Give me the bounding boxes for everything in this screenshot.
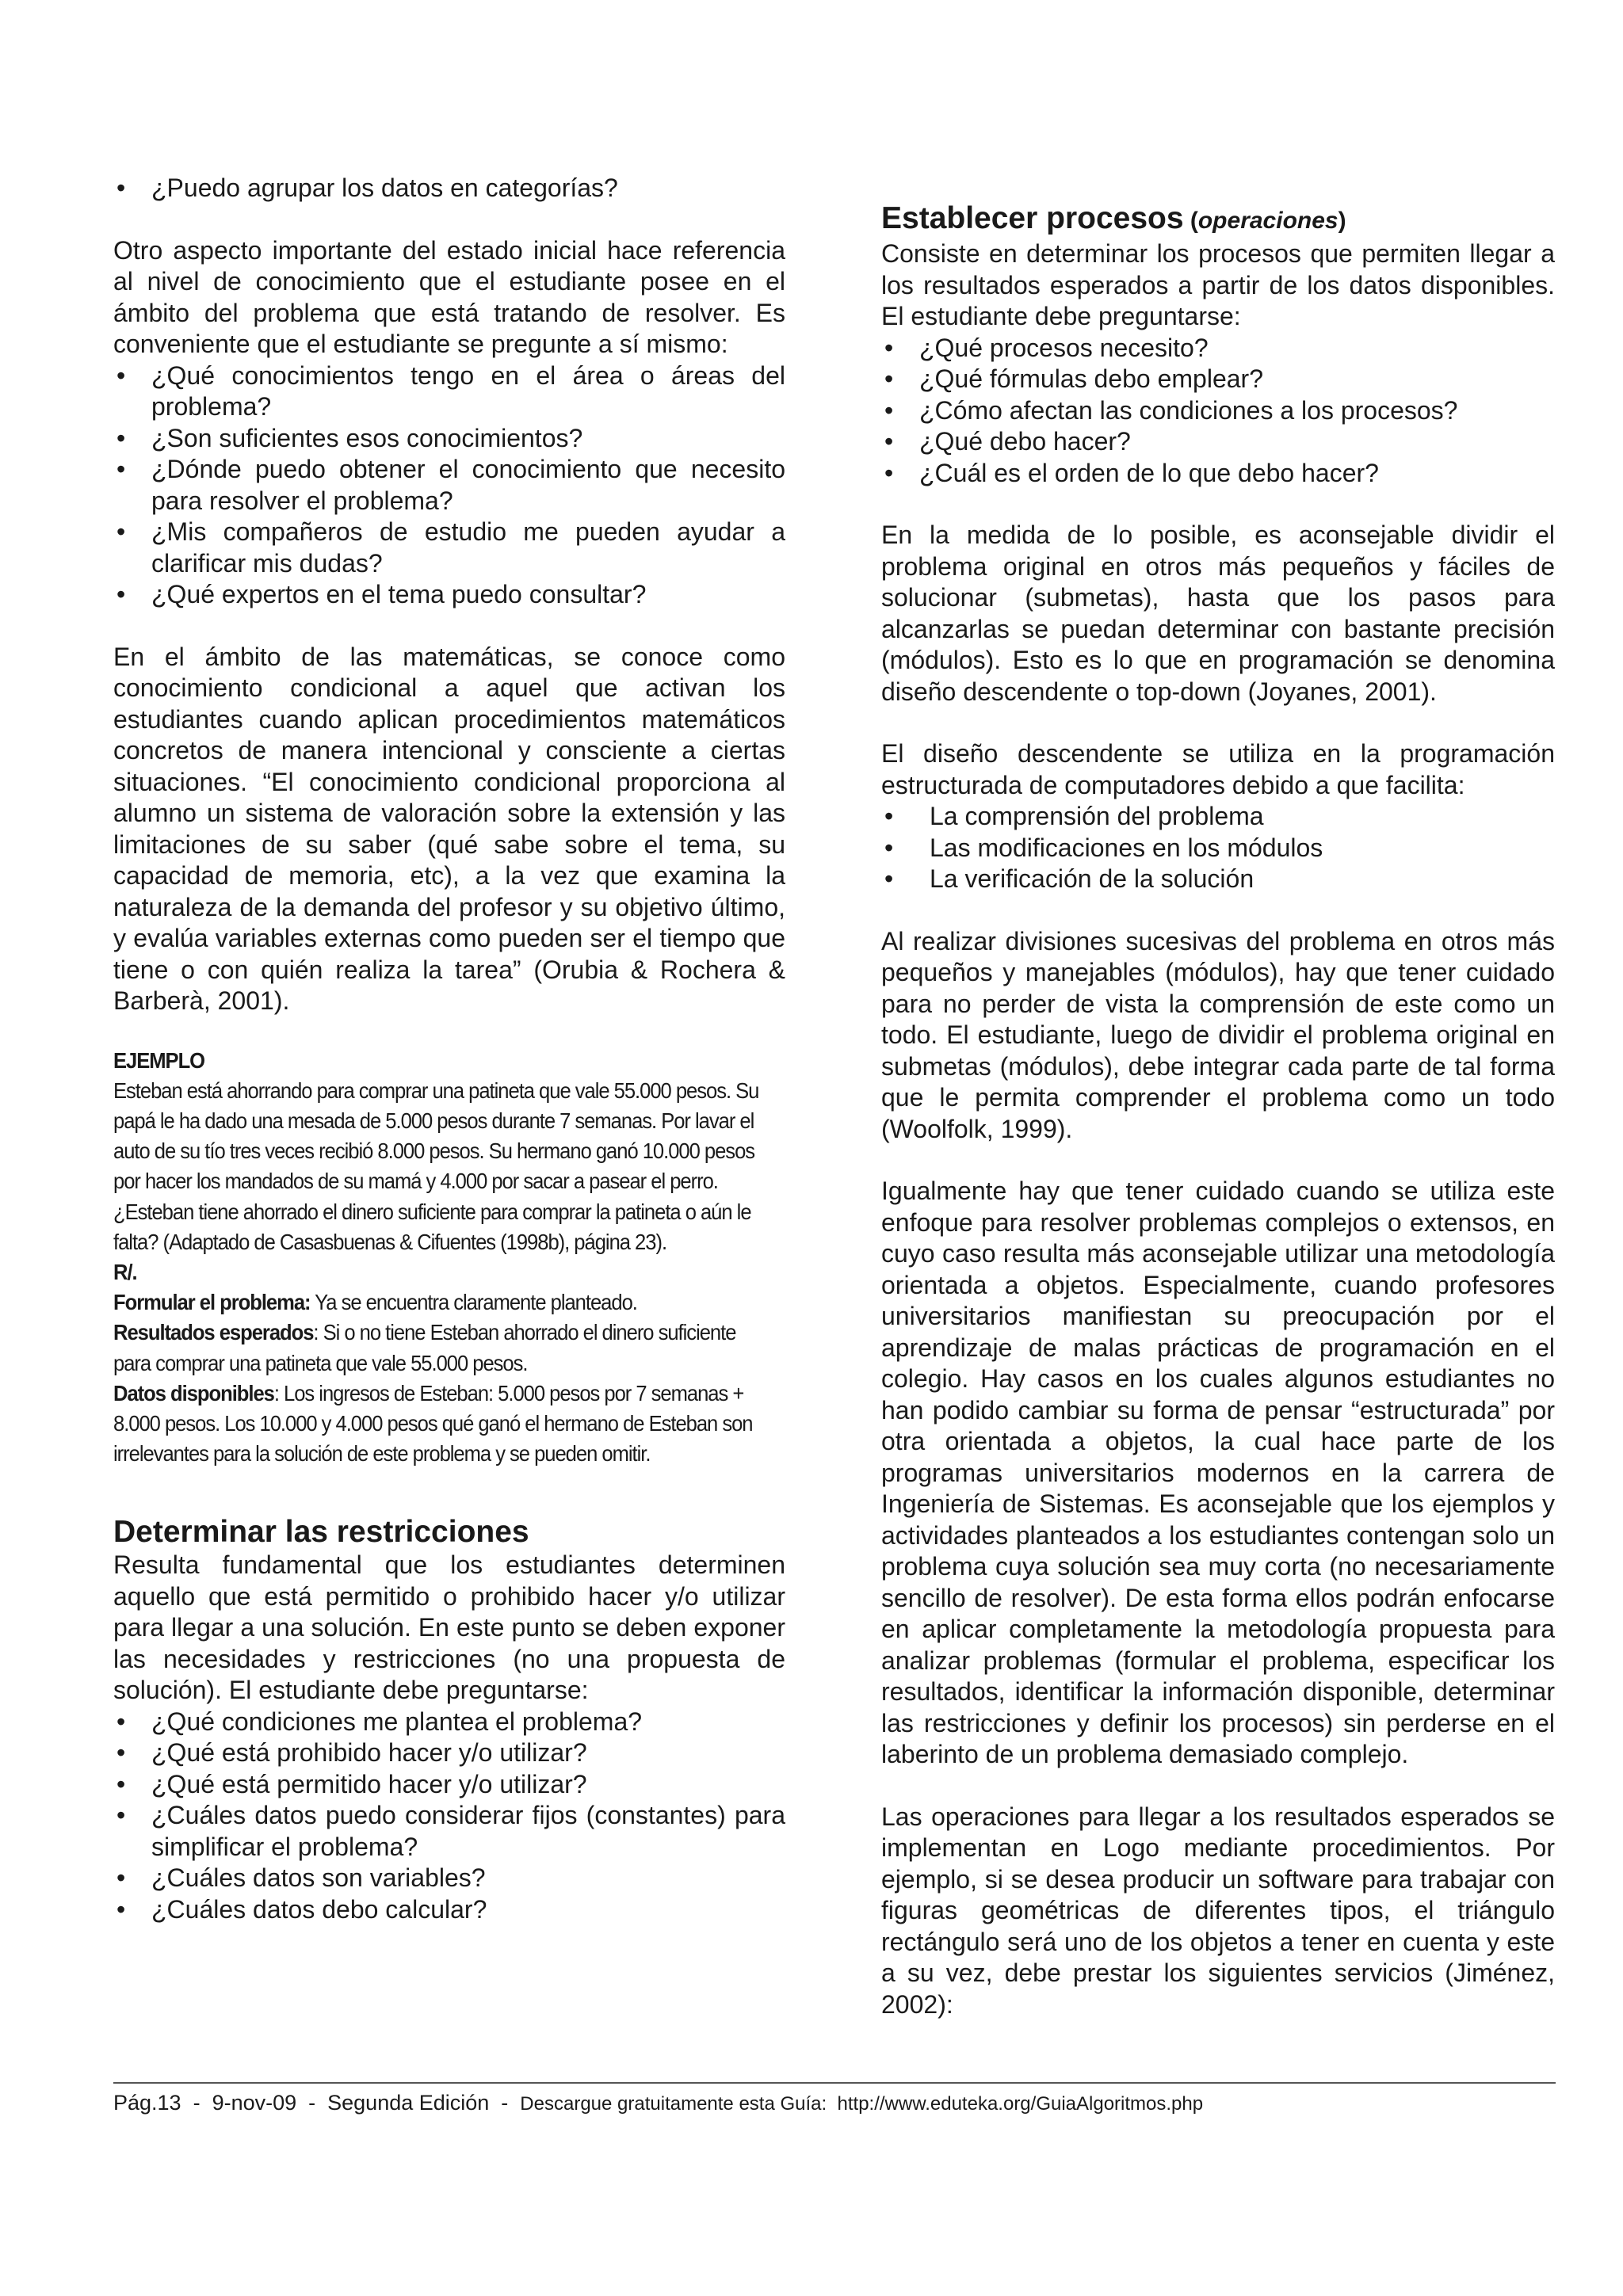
bullet-list-restrictions: [113, 1707, 785, 1926]
list-item: • ¿Qué está prohibido hacer y/o utilizar?: [113, 1737, 785, 1769]
paragraph: Al realizar divisiones sucesivas del problema en otros más pequeños y manejables (módulos), hay que tener cuidado para no perder de vista la comprensión de este como un todo. El estudiante, luego de dividir el problema original en submetas (módulos), debe integrar cada parte de tal forma que le permita comprender el problema como un todo (Woolfolk, 1999).: [881, 926, 1555, 1143]
list-item: • ¿Dónde puedo obtener el conocimiento que necesito para resolver el problema?: [113, 454, 785, 517]
list-item: • ¿Cómo afectan las condiciones a los procesos?: [881, 395, 1555, 427]
example-text: Esteban está ahorrando para comprar una patineta que vale 55.000 pesos. Su papá le ha dado una mesada de 5.000 pesos durante 7 semanas. Por lavar el auto de su tío tres veces recibió 8.000 pesos. Su hermano ganó 10.000 pesos por hacer los mandados de su mamá y 4.000 por sacar a pasear el perro. ¿Esteban tiene ahorrado el dinero suficiente para comprar la patineta o aún le falta? (Adaptado de Casasbuenas & Cifuentes (1998b), página 23).: [113, 1077, 759, 1254]
list-item: • Las modificaciones en los módulos: [881, 833, 1555, 864]
list-item: • ¿Mis compañeros de estudio me pueden ayudar a clarificar mis dudas?: [113, 517, 785, 579]
footer-download-link: Descargue gratuitamente esta Guía: http://www.eduteka.org/GuiaAlgoritmos.php: [520, 2093, 1204, 2115]
list-item: • ¿Cuáles datos debo calcular?: [113, 1894, 785, 1926]
paragraph: Las operaciones para llegar a los resultados esperados se implementan en Logo mediante procedimientos. Por ejemplo, si se desea producir un software para trabajar con figuras geométricas de diferentes tipos, el triángulo rectángulo será uno de los objetos a tener en cuenta y este a su vez, debe prestar los siguientes servicios (Jiménez, 2002):: [881, 1802, 1555, 2019]
example-title: EJEMPLO: [113, 1047, 205, 1073]
footer-page-info: Pág.13 - 9-nov-09 - Segunda Edición -: [113, 2091, 521, 2115]
bullet-list-top-down: [881, 801, 1555, 895]
list-item: • ¿Qué expertos en el tema puedo consultar?: [113, 579, 785, 611]
right-column: [881, 201, 1555, 2020]
example-expected-results: Resultados esperados: Si o no tiene Esteban ahorrado el dinero suficiente para comprar una patineta que vale 55.000 pesos.: [113, 1320, 736, 1375]
list-item: • ¿Cuál es el orden de lo que debo hacer?: [881, 458, 1555, 490]
bullet-list-initial: [113, 173, 785, 204]
list-item: • ¿Son suficientes esos conocimientos?: [113, 423, 785, 455]
list-item: • ¿Qué condiciones me plantea el problema?: [113, 1707, 785, 1738]
list-item: • ¿Cuáles datos puedo considerar fijos (constantes) para simplificar el problema?: [113, 1800, 785, 1863]
list-item: • La comprensión del problema: [881, 801, 1555, 833]
paragraph: Consiste en determinar los procesos que permiten llegar a los resultados esperados a partir de los datos disponibles. El estudiante debe preguntarse:: [881, 239, 1555, 330]
list-item: • ¿Qué procesos necesito?: [881, 333, 1555, 364]
bullet-list-processes: [881, 333, 1555, 490]
list-item: • ¿Qué está permitido hacer y/o utilizar?: [113, 1769, 785, 1801]
list-item: • ¿Cuáles datos son variables?: [113, 1863, 785, 1894]
section-heading-restrictions: Determinar las restricciones: [113, 1515, 529, 1550]
list-item: • ¿Qué fórmulas debo emplear?: [881, 364, 1555, 395]
paragraph: En el ámbito de las matemáticas, se conoce como conocimiento condicional a aquel que activan los estudiantes cuando aplican procedimientos matemáticos concretos de manera intencional y consciente a ciertas situaciones. “El conocimiento condicional proporciona al alumno un sistema de valoración sobre la extensión y las limitaciones de su saber (qué sabe sobre el tema, su capacidad de memoria, etc), a la vez que examina la naturaleza de la demanda del profesor y su objetivo último, y evalúa variables externas como pueden ser el tiempo que tiene o con quién realiza la tarea” (Orubia & Rochera & Barberà, 2001).: [113, 642, 785, 1015]
example-formulate: Formular el problema: Ya se encuentra claramente planteado.: [113, 1290, 637, 1315]
bullet-list-knowledge: [113, 360, 785, 611]
example-available-data: Datos disponibles: Los ingresos de Esteban: 5.000 pesos por 7 semanas + 8.000 pesos. Los 10.000 y 4.000 pesos qué ganó el hermano de Esteban son irrelevantes para la solución de este problema y se pueden omitir.: [113, 1380, 753, 1466]
page-footer: [113, 2088, 1203, 2119]
paragraph: Otro aspecto importante del estado inicial hace referencia al nivel de conocimiento que el estudiante posee en el ámbito del problema que está tratando de resolver. Es conveniente que el estudiante se pregunte a sí mismo:: [113, 235, 785, 358]
paragraph: Resulta fundamental que los estudiantes determinen aquello que está permitido o prohibido hacer y/o utilizar para llegar a una solución. En este punto se deben exponer las necesidades y restricciones (no una propuesta de solución). El estudiante debe preguntarse:: [113, 1550, 785, 1705]
example-answer: R/.: [113, 1259, 137, 1284]
paragraph: En la medida de lo posible, es aconsejable dividir el problema original en otros más pequeños y fáciles de solucionar (submetas), hasta que los pasos para alcanzarlas se puedan determinar con bastante precisión (módulos). Esto es lo que en programación se denomina diseño descendente o top-down (Joyanes, 2001).: [881, 521, 1555, 706]
list-item: • ¿Puedo agrupar los datos en categorías?: [113, 173, 785, 204]
list-item: • ¿Qué debo hacer?: [881, 426, 1555, 458]
list-item: • ¿Qué conocimientos tengo en el área o áreas del problema?: [113, 360, 785, 423]
paragraph: El diseño descendente se utiliza en la programación estructurada de computadores debido a que facilita:: [881, 739, 1555, 799]
left-column: [113, 173, 785, 1925]
list-item: • La verificación de la solución: [881, 864, 1555, 895]
paragraph: Igualmente hay que tener cuidado cuando se utiliza este enfoque para resolver problemas complejos o extensos, en cuyo caso resulta más aconsejable utilizar una metodología orientada a objetos. Especialmente, cuando profesores universitarios manifiestan su preocupación por el aprendizaje de malas prácticas de programación en el colegio. Hay casos en los cuales algunos estudiantes no han podido cambiar su forma de pensar “estructurada” por otra orientada a objetos, la cual hace parte de los programas universitarios modernos en la carrera de Ingeniería de Sistemas. Es aconsejable que los ejemplos y actividades planteados a los estudiantes contengan solo un problema cuya solución sea muy corta (no necesariamente sencillo de resolver). De esta forma ellos podrán enfocarse en aplicar completamente la metodología propuesta para analizar problemas (formular el problema, especificar los resultados, identificar la información disponible, determinar las restricciones y definir los procesos) sin perderse en el laberinto de un problema demasiado complejo.: [881, 1177, 1555, 1768]
footer-divider: [113, 2082, 1556, 2084]
section-heading-processes: Establecer procesos (operaciones): [881, 201, 1346, 235]
example-box: [113, 1046, 777, 1470]
